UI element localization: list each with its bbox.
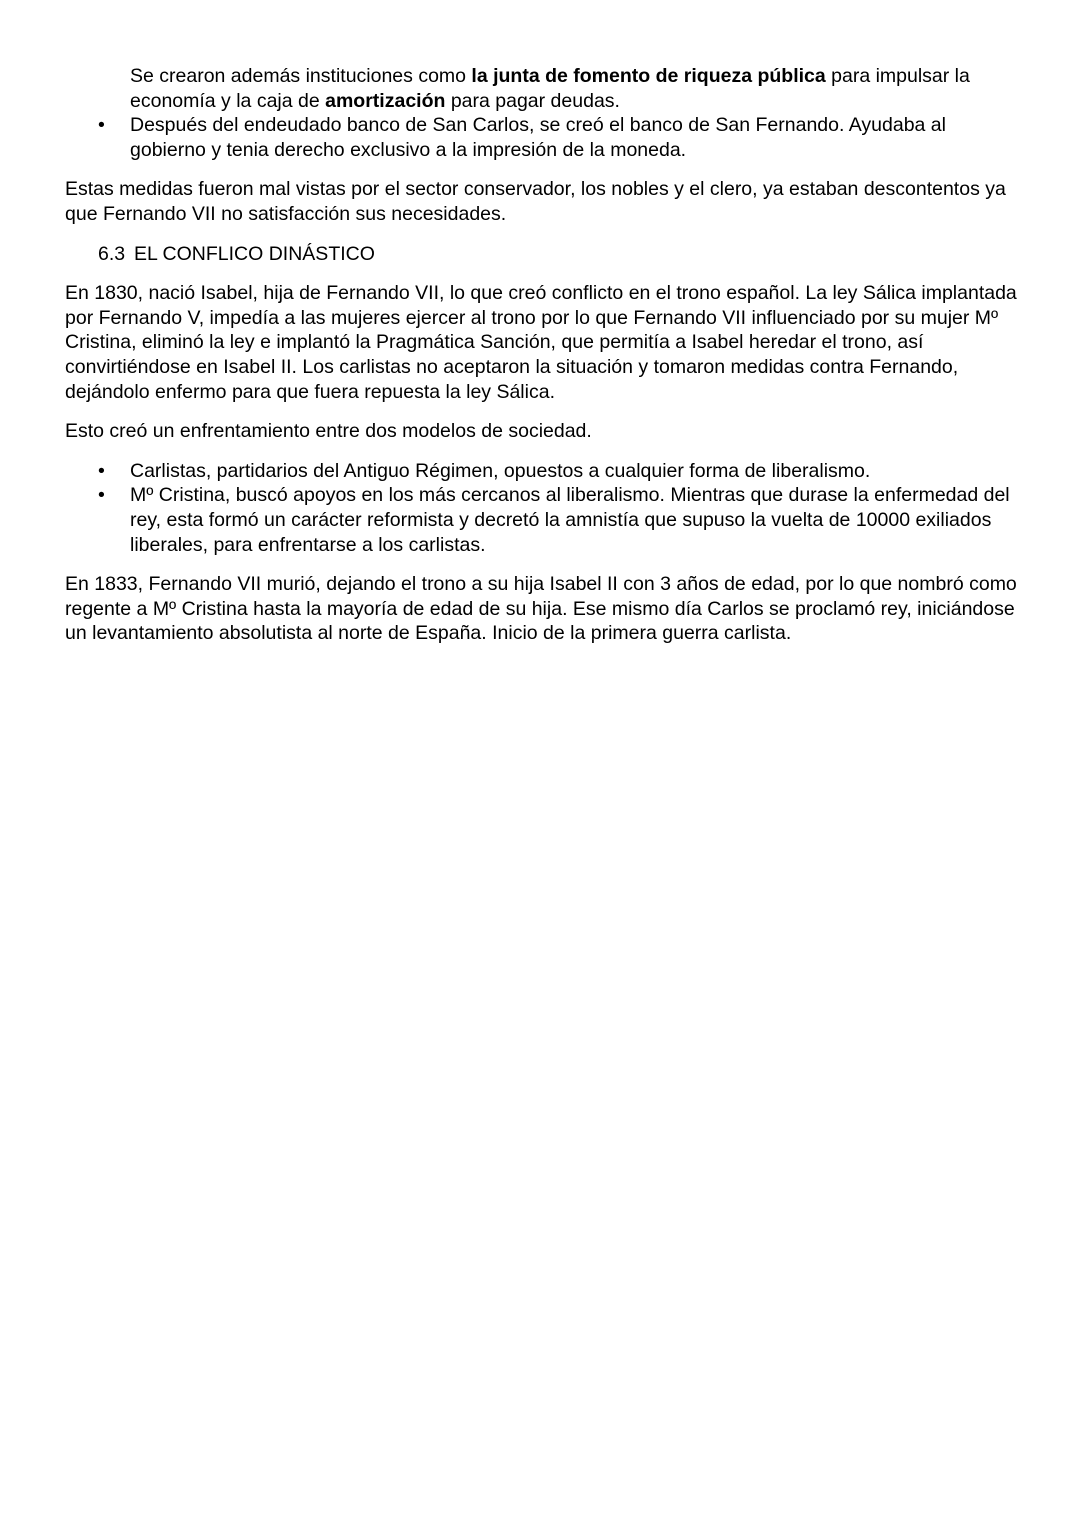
bullet-icon: • <box>98 114 105 137</box>
list-item <box>65 459 1025 484</box>
paragraph: En 1830, nació Isabel, hija de Fernando VII, lo que creó conflicto en el trono español. La ley Sálica implantada por Fernando V, impedía a las mujeres ejercer al trono por lo que Fernando VII influenciado por su mujer Mº Cristina, eliminó la ley e implantó la Pragmática Sanción, que permitía a Isabel heredar el trono, así convirtiéndose en Isabel II. Los carlistas no aceptaron la situación y tomaron medidas contra Fernando, dejándolo enfermo para que fuera repuesta la ley Sálica. <box>65 282 1017 403</box>
bullet-icon: • <box>98 459 105 482</box>
continuation-paragraph <box>130 64 1025 113</box>
continuation-text-3: para pagar deudas. <box>445 89 620 112</box>
list-item-text: Después del endeudado banco de San Carlos, se creó el banco de San Fernando. Ayudaba al gobierno y tenia derecho exclusivo a la impresión de la moneda. <box>130 114 946 161</box>
document-page <box>65 64 1025 661</box>
list-item-text: Carlistas, partidarios del Antiguo Régimen, opuestos a cualquier forma de liberalismo. <box>130 459 871 482</box>
bullet-list-models <box>65 459 1025 557</box>
bold-term-amortizacion: amortización <box>325 89 446 112</box>
paragraph: Esto creó un enfrentamiento entre dos modelos de sociedad. <box>65 420 592 443</box>
paragraph: Estas medidas fueron mal vistas por el sector conservador, los nobles y el clero, ya estaban descontentos ya que Fernando VII no satisfacción sus necesidades. <box>65 178 1006 225</box>
paragraph: En 1833, Fernando VII murió, dejando el trono a su hija Isabel II con 3 años de edad, por lo que nombró como regente a Mº Cristina hasta la mayoría de edad de su hija. Ese mismo día Carlos se proclamó rey, iniciándose un levantamiento absolutista al norte de España. Inicio de la primera guerra carlista. <box>65 573 1017 645</box>
bold-term-junta: la junta de fomento de riqueza pública <box>471 65 826 87</box>
section-title: EL CONFLICO DINÁSTICO <box>134 242 375 265</box>
list-item <box>65 483 1025 557</box>
list-item-text: Mº Cristina, buscó apoyos en los más cercanos al liberalismo. Mientras que durase la enfermedad del rey, esta formó un carácter reformista y decretó la amnistía que supuso la vuelta de 10000 exiliados liberales, para enfrentarse a los carlistas. <box>130 484 1010 556</box>
continuation-text-2: para impulsar la economía y la caja de <box>130 65 970 112</box>
bullet-icon: • <box>98 484 105 507</box>
bullet-list-banks <box>65 113 1025 162</box>
section-number: 6.3 <box>98 242 126 265</box>
section-heading <box>98 242 1025 267</box>
list-item <box>65 113 1025 162</box>
continuation-text-1: Se crearon además instituciones como <box>130 65 472 87</box>
